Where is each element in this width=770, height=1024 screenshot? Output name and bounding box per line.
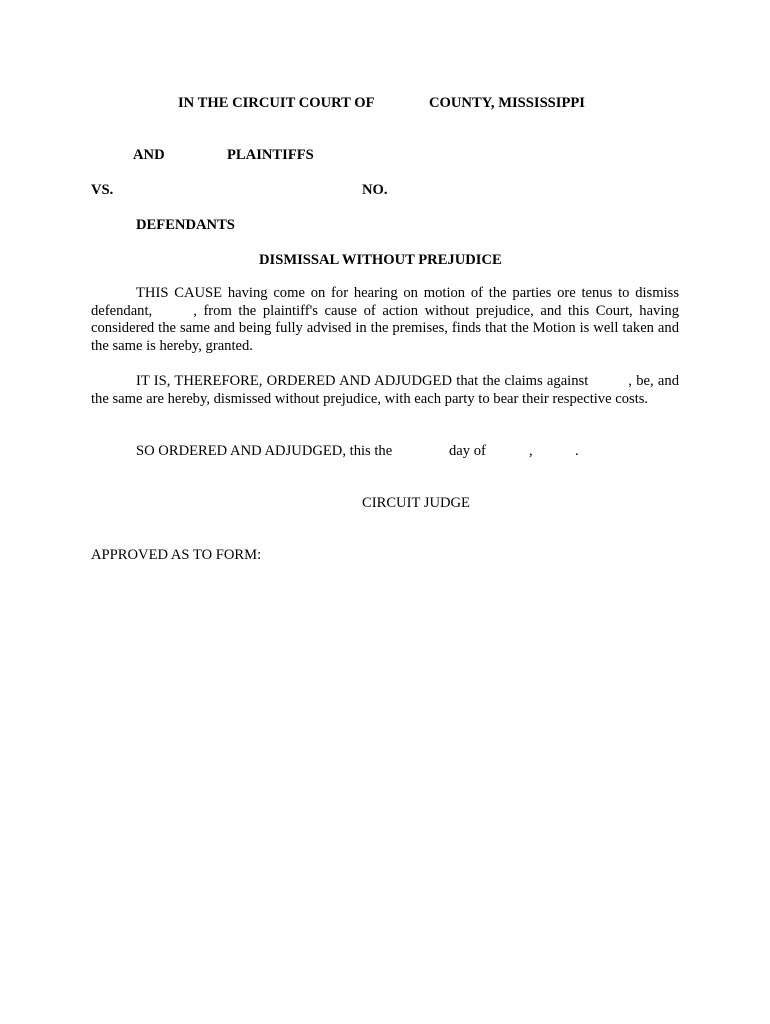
paragraph-order bbox=[91, 373, 679, 408]
paragraph-cause-start: THIS CAUSE having come on for hearing on motion of the parties ore tenus to dismiss defendant, bbox=[91, 285, 679, 319]
paragraph-cause bbox=[91, 285, 679, 355]
court-heading-right: COUNTY, MISSISSIPPI bbox=[429, 95, 585, 111]
day-of-text: day of bbox=[449, 443, 486, 459]
approved-as-to-form-label: APPROVED AS TO FORM: bbox=[91, 547, 262, 563]
plaintiffs-label: PLAINTIFFS bbox=[227, 147, 314, 163]
defendants-label: DEFENDANTS bbox=[136, 217, 235, 233]
circuit-judge-label: CIRCUIT JUDGE bbox=[362, 495, 470, 511]
and-label: AND bbox=[133, 147, 165, 163]
document-title: DISMISSAL WITHOUT PREJUDICE bbox=[259, 252, 502, 268]
date-period: . bbox=[575, 443, 579, 459]
paragraph-order-start: IT IS, THEREFORE, ORDERED AND ADJUDGED that the claims against bbox=[136, 373, 589, 389]
paragraph-cause-end: , from the plaintiff's cause of action without prejudice, and this Court, having considered the same and being fully advised in the premises, finds that the Motion is well taken and the same is hereby, granted. bbox=[91, 302, 679, 354]
paragraph-order-end: , be, and the same are hereby, dismissed without prejudice, with each party to bear their respective costs. bbox=[91, 373, 679, 407]
so-ordered-text: SO ORDERED AND ADJUDGED, this the bbox=[136, 443, 393, 459]
date-comma: , bbox=[529, 443, 533, 459]
vs-label: VS. bbox=[91, 182, 114, 198]
case-number-label: NO. bbox=[362, 182, 388, 198]
court-heading-left: IN THE CIRCUIT COURT OF bbox=[178, 95, 375, 111]
